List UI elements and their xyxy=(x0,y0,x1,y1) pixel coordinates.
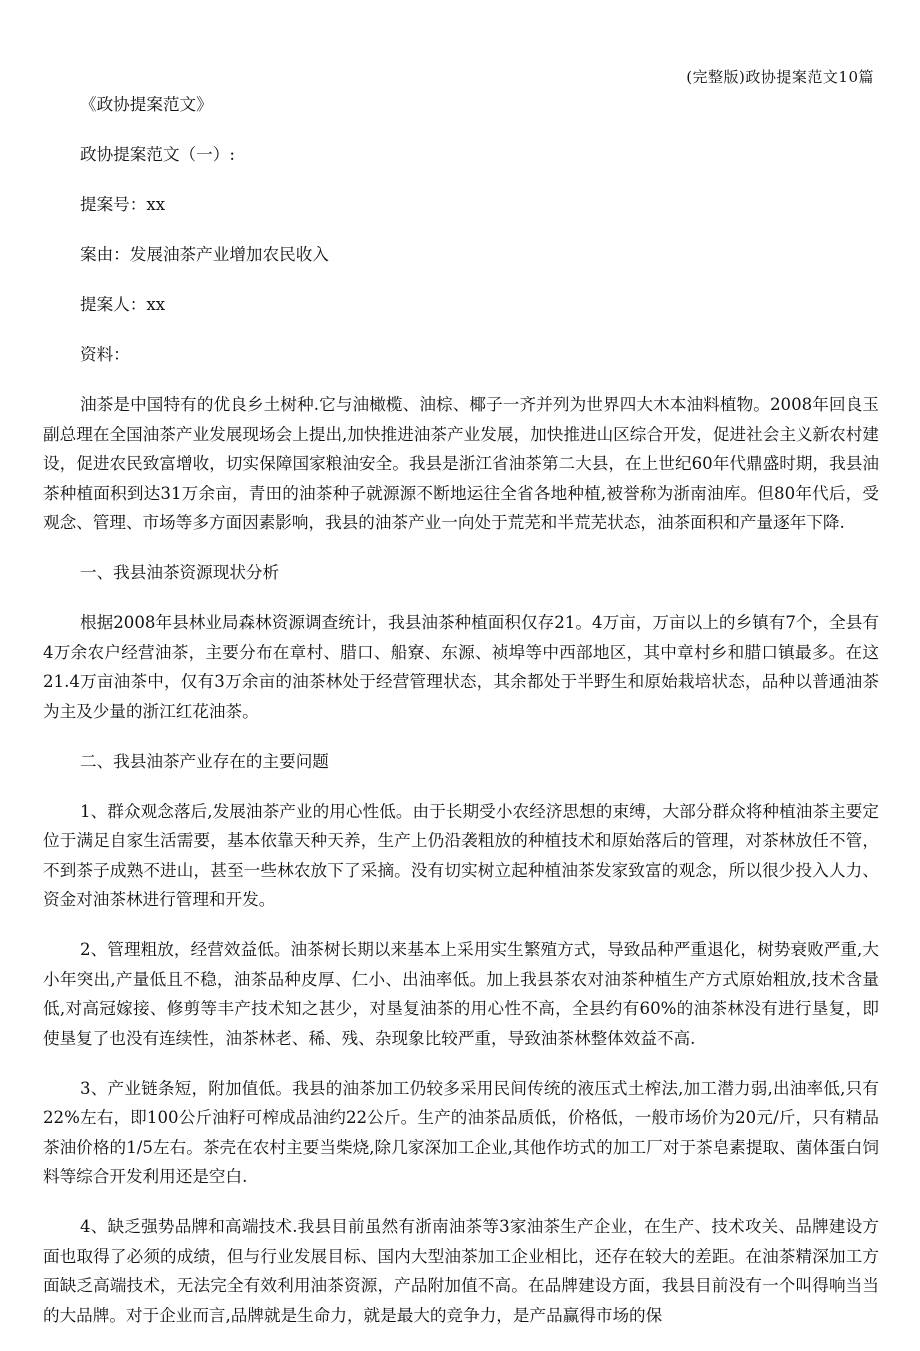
material-label: 资料： xyxy=(80,345,130,364)
intro-paragraph: 油茶是中国特有的优良乡土树种.它与油橄榄、油棕、椰子一齐并列为世界四大木本油料植物。2008年回良玉副总理在全国油茶产业发展现场会上提出,加快推进油茶产业发展，加快推进山区综合开发，促进社会主义新农村建设，促进农民致富增收，切实保障国家粮油安全。我县是浙江省油茶第二大县，在上世纪60年代鼎盛时期，我县油茶种植面积到达31万余亩，青田的油茶种子就源源不断地运往全省各地种植,被誉称为浙南油库。但80年代后，受观念、管理、市场等多方面因素影响，我县的油茶产业一向处于荒芜和半荒芜状态，油茶面积和产量逐年下降. xyxy=(43,395,879,532)
document-header-label: (完整版)政协提案范文10篇 xyxy=(686,68,874,86)
section-title: 政协提案范文（一）: xyxy=(80,145,235,164)
problem-point-2: 2、管理粗放，经营效益低。油茶树长期以来基本上采用实生繁殖方式，导致品种严重退化，树势衰败严重,大小年突出,产量低且不稳，油茶品种皮厚、仁小、出油率低。加上我县茶农对油茶种植生产方式原始粗放,技术含量低,对高冠嫁接、修剪等丰产技术知之甚少，对垦复油茶的用心性不高，全县约有60%的油茶林没有进行垦复，即使垦复了也没有连续性，油茶林老、稀、残、杂现象比较严重，导致油茶林整体效益不高. xyxy=(43,940,879,1048)
problem-point-1: 1、群众观念落后,发展油茶产业的用心性低。由于长期受小农经济思想的束缚，大部分群众将种植油茶主要定位于满足自家生活需要，基本依靠天种天养，生产上仍沿袭粗放的种植技术和原始落后的管理，对茶林放任不管，不到茶子成熟不进山，甚至一些林农放下了采摘。没有切实树立起种植油茶发家致富的观念，所以很少投入人力、资金对油茶林进行管理和开发。 xyxy=(43,801,879,909)
problem-point-4: 4、缺乏强势品牌和高端技术.我县目前虽然有浙南油茶等3家油茶生产企业，在生产、技术攻关、品牌建设方面也取得了必须的成绩，但与行业发展目标、国内大型油茶加工企业相比，还存在较大的差距。在油茶精深加工方面缺乏高端技术，无法完全有效利用油茶资源，产品附加值不高。在品牌建设方面，我县目前没有一个叫得响当当的大品牌。对于企业而言,品牌就是生命力，就是最大的竞争力，是产品赢得市场的保 xyxy=(43,1217,879,1325)
proposal-subject: 案由：发展油茶产业增加农民收入 xyxy=(80,245,329,264)
paragraph-resource-status: 根据2008年县林业局森林资源调查统计，我县油茶种植面积仅存21。4万亩，万亩以上的乡镇有7个，全县有4万余农户经营油茶，主要分布在章村、腊口、船寮、东源、祯埠等中西部地区，其中章村乡和腊口镇最多。在这21.4万亩油茶中，仅有3万余亩的油茶林处于经营管理状态，其余都处于半野生和原始栽培状态，品种以普通油茶为主及少量的浙江红花油茶。 xyxy=(43,613,879,721)
section-heading-2: 二、我县油茶产业存在的主要问题 xyxy=(80,751,329,771)
problem-point-3: 3、产业链条短，附加值低。我县的油茶加工仍较多采用民间传统的液压式土榨法,加工潜力弱,出油率低,只有22%左右，即100公斤油籽可榨成品油约22公斤。生产的油茶品质低，价格低，一般市场价为20元/斤，只有精品茶油价格的1/5左右。茶壳在农村主要当柴烧,除几家深加工企业,其他作坊式的加工厂对于茶皂素提取、菌体蛋白饲料等综合开发利用还是空白. xyxy=(43,1078,879,1186)
proposer: 提案人：xx xyxy=(80,295,166,314)
document-title: 《政协提案范文》 xyxy=(80,95,213,114)
section-heading-1: 一、我县油茶资源现状分析 xyxy=(80,563,280,582)
proposal-number: 提案号：xx xyxy=(80,195,166,214)
document-body xyxy=(43,90,879,1351)
